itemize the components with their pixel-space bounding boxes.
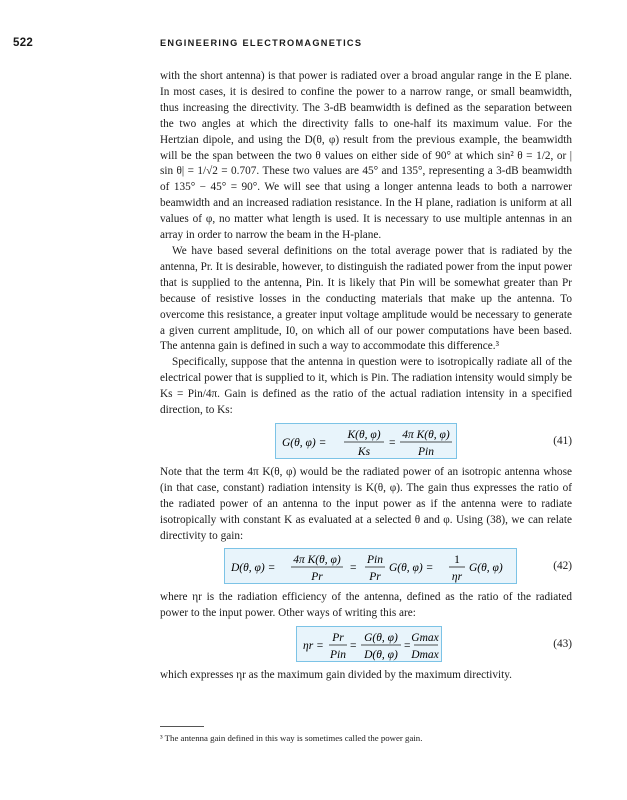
equation-42-box	[224, 548, 517, 584]
footnote: ³ The antenna gain defined in this way is sometimes called the power gain.	[160, 733, 423, 743]
eq42-frac1-den: Pr	[311, 571, 323, 584]
paragraph-isotropic: Note that the term 4π K(θ, φ) would be the radiated power of an isotropic antenna whose (in that case, constant) radiation intensity is K(θ, φ). The gain thus expresses the ratio of the radiated power of an antenna to the input power as if the antenna were to radiate isotropically with constant K as evaluated at a selected θ and φ. Using (38), we can relate directivity to gain:	[160, 465, 572, 542]
equation-41-number: (41)	[553, 434, 572, 447]
equation-41	[160, 423, 572, 461]
eq42-frac3-den: ηr	[451, 571, 463, 584]
eq42-frac3-num: 1	[454, 554, 460, 567]
equation-42	[160, 548, 572, 586]
eq43-equals-1: =	[350, 640, 357, 653]
paragraph-gain-definition: Specifically, suppose that the antenna in question were to isotropically radiate all of the electrical power that is supplied to it, which is Pin. The radiation intensity would simply be Ks = Pin/4π. Gain is defined as the ratio of the actual radiation intensity in a specified direction, to Ks:	[160, 356, 572, 417]
equation-41-box	[275, 423, 457, 459]
eq41-equals: =	[389, 436, 396, 449]
eq42-frac2-num: Pin	[367, 554, 383, 567]
running-head: ENGINEERING ELECTROMAGNETICS	[160, 38, 363, 48]
eq43-frac2-num: G(θ, φ)	[364, 632, 398, 645]
eq41-frac1-den: Ks	[357, 445, 371, 458]
eq42-lhs: D(θ, φ) =	[231, 562, 276, 575]
eq43-frac3-num: Gmax	[411, 632, 439, 645]
paragraph-max-gain: which expresses ηr as the maximum gain divided by the maximum directivity.	[160, 669, 512, 682]
eq43-frac1-num: Pr	[332, 632, 344, 645]
eq42-tail: G(θ, φ)	[469, 562, 503, 575]
eq43-frac1-den: Pin	[330, 649, 346, 662]
eq41-lhs: G(θ, φ) =	[282, 436, 327, 449]
eq42-equals: =	[350, 562, 357, 575]
footnote-rule	[160, 726, 204, 727]
eq43-frac2-den: D(θ, φ)	[364, 649, 398, 662]
body-text	[160, 69, 572, 684]
running-header	[0, 37, 627, 53]
paragraph-input-power: We have based several definitions on the total average power that is radiated by the antenna, Pr. It is desirable, however, to distinguish the radiated power from the input power that is supplied to the antenna, Pin. It is likely that Pin will be somewhat greater than Pr because of resistive losses in the conducting materials that make up the antenna. To overcome this resistance, a greater input voltage amplitude would be necessary to generate a given current amplitude, I0, on which all of our power computations have been based. The antenna gain is defined in such a way to accommodate this difference.³	[160, 244, 572, 353]
eq43-frac3-den: Dmax	[411, 649, 439, 662]
equation-42-number: (42)	[553, 560, 572, 573]
eq41-frac2-den: Pin	[418, 445, 434, 458]
paragraph-efficiency: where ηr is the radiation efficiency of the antenna, defined as the ratio of the radiated power to the input power. Other ways of writing this are:	[160, 591, 572, 620]
equation-43	[160, 626, 572, 664]
equation-43-box	[296, 626, 442, 662]
eq42-frac2-den: Pr	[369, 571, 381, 584]
equation-43-number: (43)	[553, 638, 572, 651]
eq43-lhs: ηr =	[303, 640, 324, 653]
page-number: 522	[13, 37, 34, 49]
paragraph-beamwidth: with the short antenna) is that power is radiated over a broad angular range in the E plane. In most cases, it is desired to confine the power to a narrow range, or small beamwidth, thus increasing the directivity. The 3-dB beamwidth is defined as the separation between the two angles at which the directivity falls to one-half its maximum value. For the Hertzian dipole, and using the D(θ, φ) result from the previous example, the beamwidth will be the span between the two θ values on either side of 90° at which sin² θ = 1/2, or | sin θ| = 1/√2 = 0.707. These two values are 45° and 135°, representing a 3-dB beamwidth of 135° − 45° = 90°. We will see that using a longer antenna leads to both a narrower beamwidth and an increased radiation resistance. In the H plane, radiation is uniform at all values of φ, no matter what length is used. It is necessary to use multiple antennas in an array in order to narrow the beam in the H-plane.	[160, 70, 572, 242]
eq41-frac2-num: 4π K(θ, φ)	[402, 428, 450, 441]
eq42-frac1-num: 4π K(θ, φ)	[293, 554, 341, 567]
eq41-frac1-num: K(θ, φ)	[347, 428, 381, 441]
eq42-mid: G(θ, φ) =	[389, 562, 434, 575]
eq43-equals-2: =	[404, 640, 411, 653]
